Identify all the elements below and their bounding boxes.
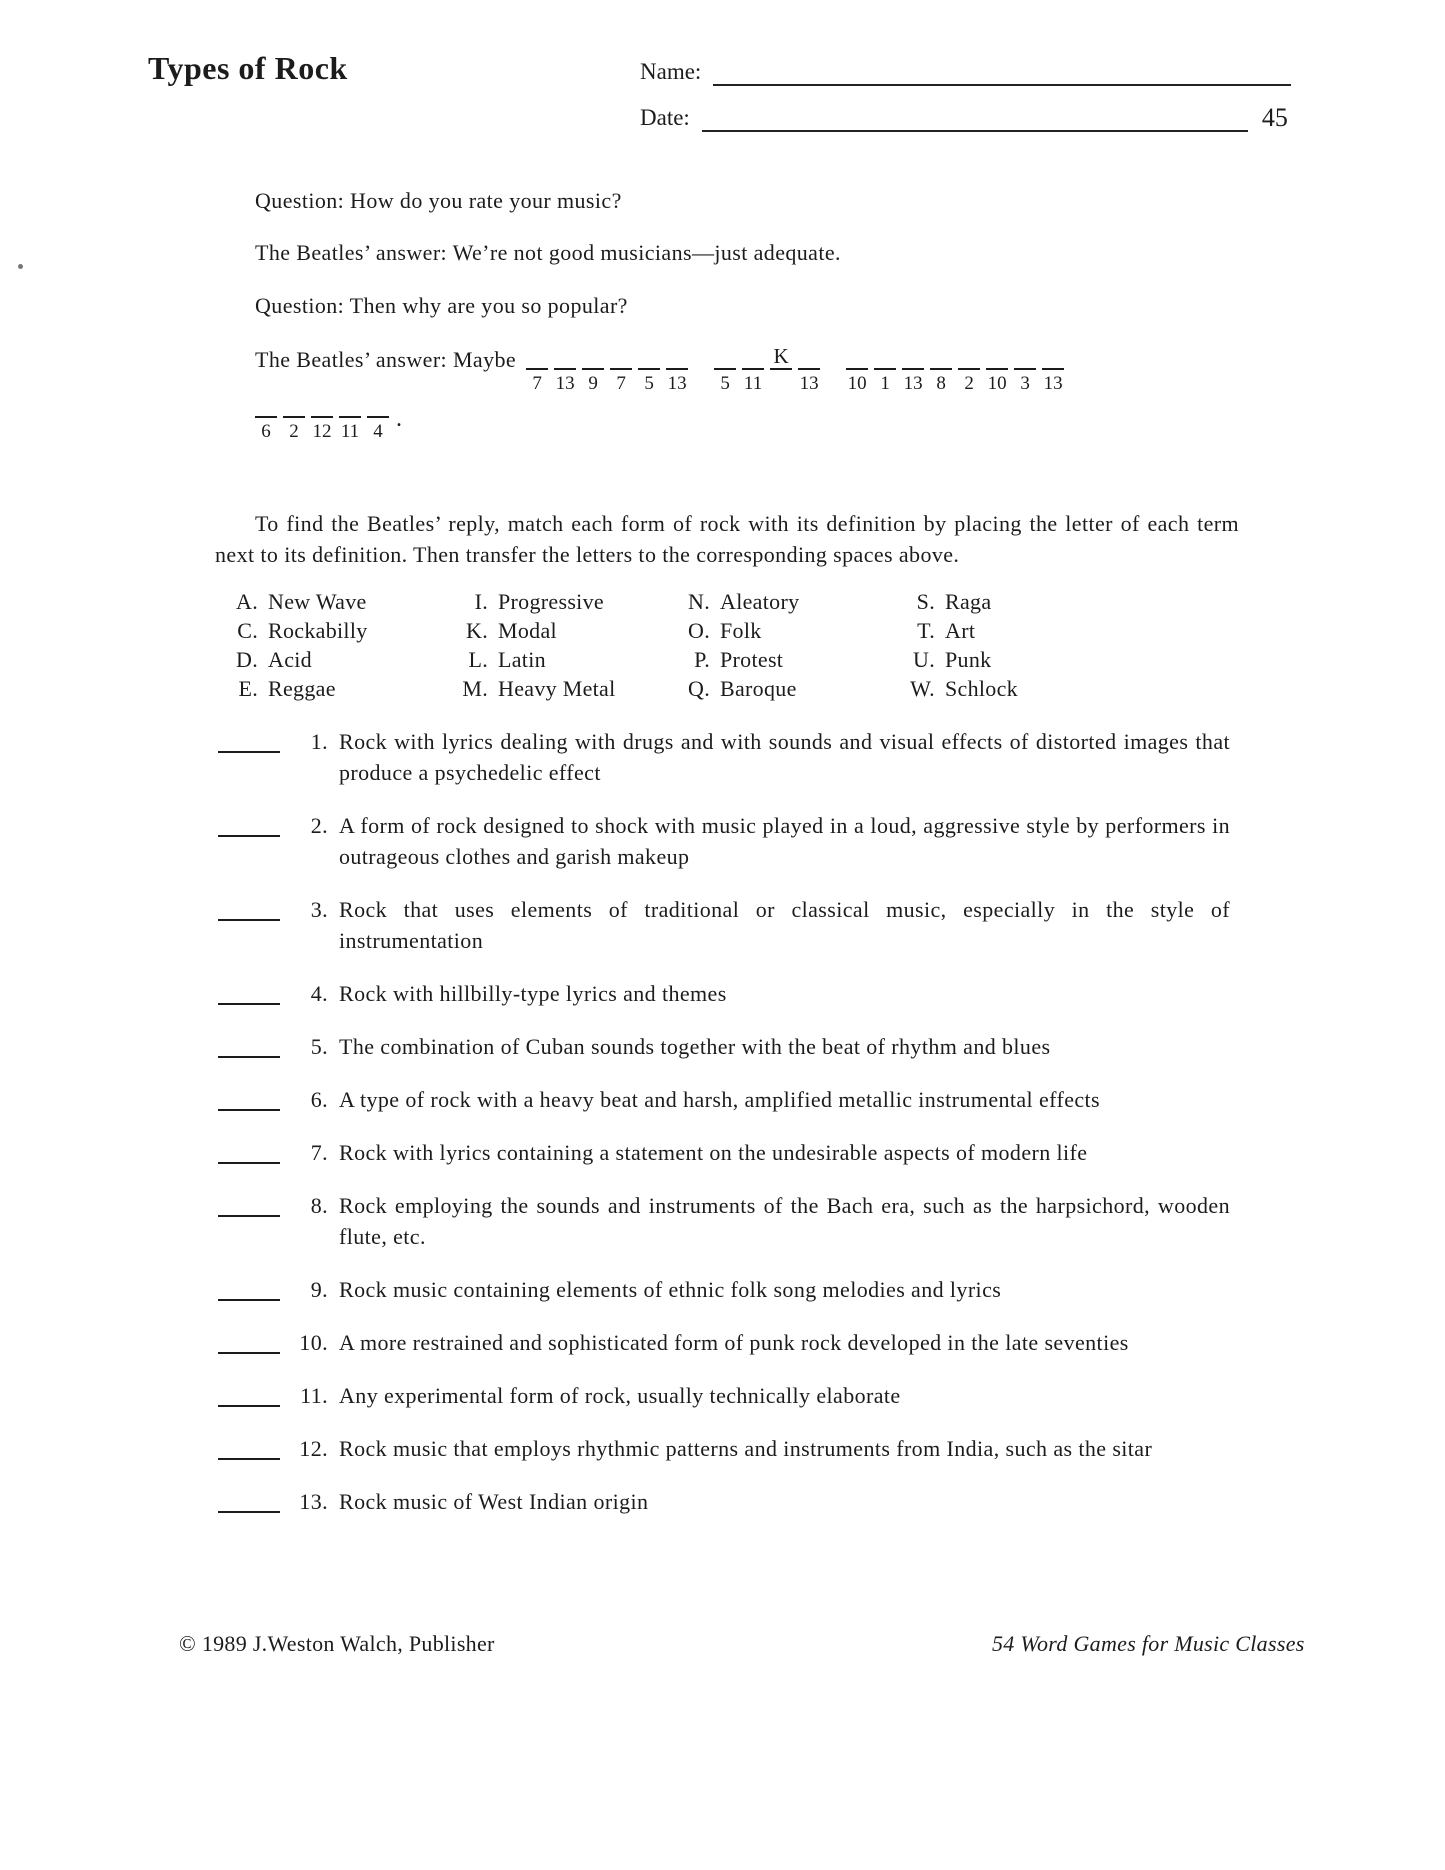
- answer-1: The Beatles’ answer: We’re not good musicians—just adequate.: [255, 240, 841, 265]
- answer-2-label: The Beatles’ answer: Maybe: [255, 347, 517, 372]
- cipher-blank: [770, 344, 792, 394]
- cipher-blank-number: 2: [964, 373, 974, 394]
- term-letter: N.: [688, 589, 710, 614]
- definition-text: Rock with lyrics dealing with drugs and with sounds and visual effects of distorted images that produce a psychedelic effect: [339, 729, 1230, 785]
- cipher-blanks-row2-group: [255, 416, 389, 442]
- cipher-blank: [339, 416, 361, 442]
- cipher-blank: [930, 344, 952, 394]
- definition-item: [218, 894, 1230, 956]
- term-name: Protest: [720, 647, 784, 672]
- definition-answer-blank: [218, 1137, 280, 1164]
- term-item: [680, 648, 905, 677]
- definition-answer-blank: [218, 978, 280, 1005]
- term-name: Acid: [268, 647, 312, 672]
- definition-number: 3.: [310, 897, 328, 922]
- term-name: Raga: [945, 589, 992, 614]
- term-letter: W.: [910, 676, 935, 701]
- definition-number: 10.: [299, 1330, 328, 1355]
- term-letter: O.: [688, 618, 710, 643]
- definition-item: [218, 1190, 1230, 1252]
- term-letter: K.: [466, 618, 488, 643]
- definition-answer-blank: [218, 810, 280, 837]
- term-name: Rockabilly: [268, 618, 368, 643]
- date-row: [640, 104, 1288, 132]
- term-item: [228, 590, 458, 619]
- name-row: [640, 58, 1291, 86]
- definition-number: 4.: [310, 981, 328, 1006]
- cipher-blank-number: 4: [373, 421, 383, 442]
- term-letter: U.: [913, 647, 935, 672]
- cipher-blank: [902, 344, 924, 394]
- definition-text: Rock employing the sounds and instruments of the Bach era, such as the harpsichord, wooden flute, etc.: [339, 1193, 1230, 1249]
- date-label: Date:: [640, 105, 690, 130]
- term-name: Baroque: [720, 676, 797, 701]
- cipher-blank-letter: K: [773, 344, 789, 368]
- definition-number: 8.: [310, 1193, 328, 1218]
- term-name: Heavy Metal: [498, 676, 616, 701]
- term-letter: L.: [468, 647, 488, 672]
- cipher-blank: [666, 344, 688, 394]
- cipher-blank: [255, 416, 277, 442]
- question-1: Question: How do you rate your music?: [255, 188, 622, 213]
- cipher-blank: [958, 344, 980, 394]
- term-letter: C.: [237, 618, 258, 643]
- definitions-list: [218, 726, 1230, 1539]
- instructions-paragraph: To find the Beatles’ reply, match each form of rock with its definition by placing the letter of each term next to its definition. Then transfer the letters to the corresponding spaces above.: [215, 511, 1239, 567]
- cipher-blank-number: 13: [1043, 373, 1063, 394]
- cipher-blank-number: 5: [644, 373, 654, 394]
- definition-item: [218, 978, 1230, 1009]
- cipher-blank-line: [770, 368, 792, 370]
- definition-item: [218, 1327, 1230, 1358]
- definition-text: A more restrained and sophisticated form of punk rock developed in the late seventies: [339, 1330, 1129, 1355]
- cipher-blank: [874, 344, 896, 394]
- cipher-blank-group: [846, 344, 1064, 394]
- cipher-blank-group: [714, 344, 820, 394]
- footer-book-title: 54 Word Games for Music Classes: [992, 1631, 1305, 1656]
- name-blank-line: [713, 60, 1291, 86]
- term-item: [680, 677, 905, 706]
- cipher-blank-number: 7: [616, 373, 626, 394]
- definition-text: Rock that uses elements of traditional or classical music, especially in the style of instrumentation: [339, 897, 1230, 953]
- cipher-blank-number: 1: [880, 373, 890, 394]
- cipher-blank-number: 10: [847, 373, 867, 394]
- cipher-blank-number: 10: [987, 373, 1007, 394]
- page-title: Types of Rock: [148, 50, 348, 86]
- definition-number: 12.: [299, 1436, 328, 1461]
- cipher-blank: [610, 344, 632, 394]
- term-item: [680, 619, 905, 648]
- scan-artifact-dot: [18, 264, 23, 269]
- cipher-blank: [846, 344, 868, 394]
- cipher-period: .: [396, 406, 402, 432]
- term-letter: Q.: [688, 676, 710, 701]
- cipher-blank-number: 2: [289, 421, 299, 442]
- cipher-blank: [1042, 344, 1064, 394]
- definition-text: Rock with hillbilly-type lyrics and themes: [339, 981, 727, 1006]
- cipher-blank: [638, 344, 660, 394]
- term-name: Modal: [498, 618, 557, 643]
- footer-copyright: © 1989 J.Weston Walch, Publisher: [179, 1631, 495, 1656]
- definition-answer-blank: [218, 1274, 280, 1301]
- term-letter: A.: [236, 589, 258, 614]
- term-item: [905, 590, 1018, 619]
- term-item: [458, 590, 680, 619]
- cipher-blank-number: 3: [1020, 373, 1030, 394]
- cipher-blank-number: 6: [261, 421, 271, 442]
- definition-number: 11.: [300, 1383, 328, 1408]
- term-letter: T.: [917, 618, 935, 643]
- definition-answer-blank: [218, 1327, 280, 1354]
- cipher-blanks-row2: [255, 406, 402, 442]
- term-item: [905, 619, 1018, 648]
- term-name: Art: [945, 618, 976, 643]
- term-name: Aleatory: [720, 589, 800, 614]
- definition-number: 13.: [299, 1489, 328, 1514]
- term-letter: P.: [694, 647, 710, 672]
- term-item: [458, 619, 680, 648]
- definition-answer-blank: [218, 1433, 280, 1460]
- cipher-blank: [742, 344, 764, 394]
- cipher-blank: [986, 344, 1008, 394]
- definition-text: Rock music that employs rhythmic patterns and instruments from India, such as the sitar: [339, 1436, 1153, 1461]
- term-item: [228, 648, 458, 677]
- definition-text: Any experimental form of rock, usually technically elaborate: [339, 1383, 901, 1408]
- cipher-blank-number: 13: [555, 373, 575, 394]
- definition-item: [218, 1274, 1230, 1305]
- cipher-blank: [526, 344, 548, 394]
- date-blank-line: [702, 106, 1248, 132]
- definition-text: A form of rock designed to shock with music played in a loud, aggressive style by performers in outrageous clothes and garish makeup: [339, 813, 1230, 869]
- definition-number: 7.: [310, 1140, 328, 1165]
- term-item: [905, 648, 1018, 677]
- definition-item: [218, 810, 1230, 872]
- definition-answer-blank: [218, 726, 280, 753]
- cipher-blank-group: [255, 416, 389, 442]
- term-item: [905, 677, 1018, 706]
- definition-text: The combination of Cuban sounds together with the beat of rhythm and blues: [339, 1034, 1051, 1059]
- cipher-blank-number: 13: [667, 373, 687, 394]
- question-2: Question: Then why are you so popular?: [255, 293, 628, 318]
- term-letter: D.: [236, 647, 258, 672]
- definition-number: 9.: [310, 1277, 328, 1302]
- term-name: Punk: [945, 647, 992, 672]
- term-letter: I.: [474, 589, 488, 614]
- term-letter: E.: [238, 676, 258, 701]
- cipher-blank-number: 11: [743, 373, 763, 394]
- definition-answer-blank: [218, 1380, 280, 1407]
- term-item: [680, 590, 905, 619]
- cipher-blank: [1014, 344, 1036, 394]
- term-letter: S.: [916, 589, 935, 614]
- cipher-blank-number: 13: [799, 373, 819, 394]
- definition-answer-blank: [218, 1190, 280, 1217]
- name-label: Name:: [640, 59, 702, 84]
- cipher-blank-number: 7: [532, 373, 542, 394]
- definition-answer-blank: [218, 1031, 280, 1058]
- cipher-blank: [283, 416, 305, 442]
- definition-item: [218, 1433, 1230, 1464]
- cipher-blank-number: 8: [936, 373, 946, 394]
- definition-number: 1.: [310, 729, 328, 754]
- definition-item: [218, 1031, 1230, 1062]
- cipher-blank: [582, 344, 604, 394]
- definition-item: [218, 1486, 1230, 1517]
- term-item: [228, 677, 458, 706]
- cipher-blank-number: 12: [312, 421, 332, 442]
- definition-number: 6.: [310, 1087, 328, 1112]
- definition-text: Rock with lyrics containing a statement on the undesirable aspects of modern life: [339, 1140, 1088, 1165]
- term-name: Reggae: [268, 676, 336, 701]
- cipher-blank-number: 5: [720, 373, 730, 394]
- cipher-blank: [367, 416, 389, 442]
- cipher-blanks-row1: [516, 344, 1064, 394]
- definition-number: 2.: [310, 813, 328, 838]
- definition-text: A type of rock with a heavy beat and harsh, amplified metallic instrumental effects: [339, 1087, 1100, 1112]
- cipher-blank-number: 11: [340, 421, 360, 442]
- cipher-blank-group: [526, 344, 688, 394]
- definition-answer-blank: [218, 894, 280, 921]
- terms-grid: [228, 590, 1018, 706]
- term-name: Latin: [498, 647, 546, 672]
- term-item: [228, 619, 458, 648]
- term-name: Progressive: [498, 589, 604, 614]
- definition-answer-blank: [218, 1084, 280, 1111]
- definition-text: Rock music of West Indian origin: [339, 1489, 649, 1514]
- term-letter: M.: [462, 676, 488, 701]
- definition-text: Rock music containing elements of ethnic folk song melodies and lyrics: [339, 1277, 1002, 1302]
- definition-item: [218, 726, 1230, 788]
- term-name: Folk: [720, 618, 762, 643]
- page-number: 45: [1261, 103, 1288, 132]
- definition-item: [218, 1084, 1230, 1115]
- cipher-blank-number: 13: [903, 373, 923, 394]
- definition-answer-blank: [218, 1486, 280, 1513]
- definition-item: [218, 1380, 1230, 1411]
- cipher-blank: [554, 344, 576, 394]
- cipher-blank: [311, 416, 333, 442]
- term-item: [458, 648, 680, 677]
- term-name: Schlock: [945, 676, 1018, 701]
- definition-item: [218, 1137, 1230, 1168]
- term-item: [458, 677, 680, 706]
- definition-number: 5.: [310, 1034, 328, 1059]
- term-name: New Wave: [268, 589, 367, 614]
- answer-2-row: [255, 344, 1064, 394]
- cipher-blank-number: 9: [588, 373, 598, 394]
- cipher-blank: [714, 344, 736, 394]
- cipher-blank: [798, 344, 820, 394]
